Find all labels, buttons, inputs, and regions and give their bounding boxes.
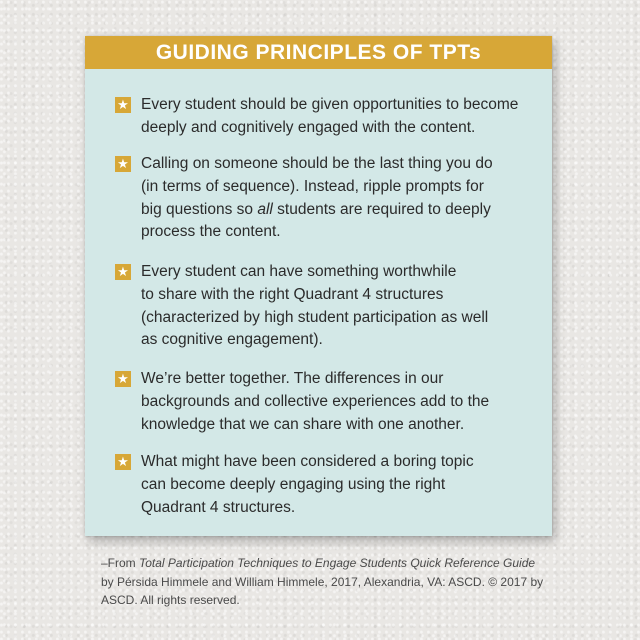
- principle-text-emphasis: all: [257, 200, 273, 218]
- citation-suffix: by Pérsida Himmele and William Himmele, 2017, Alexandria, VA: ASCD. © 2017 by ASCD. All rights reserved.: [101, 574, 544, 607]
- star-icon: ★: [115, 264, 131, 280]
- principle-text: [141, 153, 493, 244]
- card-title: GUIDING PRINCIPLES OF TPTs: [155, 40, 482, 64]
- source-citation: [101, 554, 551, 610]
- principle-text-after: students are required to deeply process the content.: [141, 200, 491, 241]
- principles-card: [85, 36, 552, 536]
- principle-item: [115, 451, 535, 519]
- star-icon: ★: [115, 156, 131, 172]
- principle-text-before: Calling on someone should be the last thing you do (in terms of sequence). Instead, ripple prompts for big questions so: [141, 155, 493, 218]
- citation-prefix: –From: [101, 556, 140, 570]
- principle-text: Every student can have something worthwhile to share with the right Quadrant 4 structures (characterized by high student participation as well as cognitive engagement).: [141, 263, 489, 349]
- principle-item: [115, 261, 535, 352]
- star-icon: ★: [115, 97, 131, 113]
- principle-item: [115, 153, 535, 244]
- principle-text: What might have been considered a boring topic can become deeply engaging using the right Quadrant 4 structures.: [141, 453, 474, 516]
- citation-book-title: Total Participation Techniques to Engage Students Quick Reference Guide: [139, 556, 536, 570]
- star-icon: ★: [115, 371, 131, 387]
- star-icon: ★: [115, 454, 131, 470]
- principle-item: [115, 94, 535, 140]
- principle-text: Every student should be given opportunities to become deeply and cognitively engaged with the content.: [141, 96, 519, 136]
- principle-item: [115, 368, 535, 436]
- card-header: [85, 36, 552, 69]
- principle-text: We’re better together. The differences in our backgrounds and collective experiences add to the knowledge that we can share with one another.: [141, 370, 490, 433]
